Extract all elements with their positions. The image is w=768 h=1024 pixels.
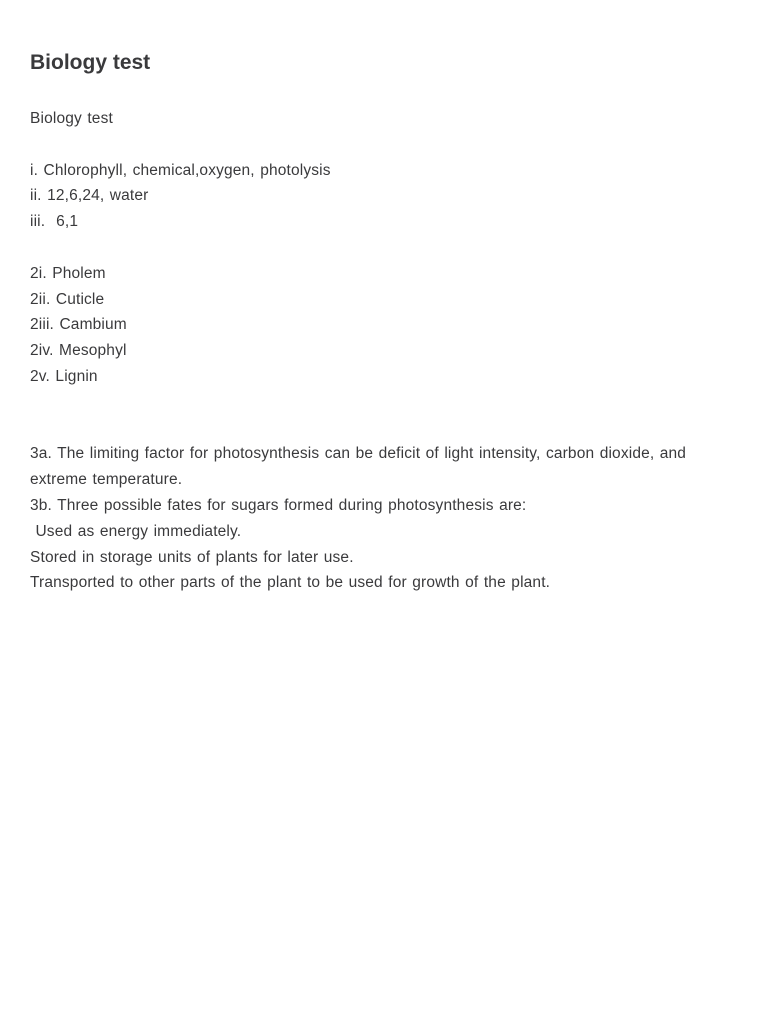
answer-1i: i. Chlorophyll, chemical,oxygen, photolysis — [30, 161, 331, 179]
blank-line — [30, 390, 730, 416]
answer-3b-fate-2: Stored in storage units of plants for later use. — [30, 548, 354, 566]
answer-2iii: 2iii. Cambium — [30, 316, 127, 334]
answer-2v: 2v. Lignin — [30, 367, 98, 385]
answer-2iv: 2iv. Mesophyl — [30, 342, 127, 360]
blank-line — [30, 132, 730, 158]
answer-3b-fate-3: Transported to other parts of the plant to be used for growth of the plant. — [30, 574, 551, 592]
document-body — [30, 106, 730, 596]
body-heading: Biology test — [30, 110, 113, 127]
answer-3b: 3b. Three possible fates for sugars formed during photosynthesis are: — [30, 496, 527, 514]
answer-1iii: iii. 6,1 — [30, 213, 79, 231]
answer-3b-fate-1: Used as energy immediately. — [30, 522, 242, 540]
document-title: Biology test — [30, 51, 151, 74]
answer-1ii: ii. 12,6,24, water — [30, 187, 149, 205]
answer-3a: 3a. The limiting factor for photosynthesis can be deficit of light intensity, carbon dioxide, and extreme temperature. — [30, 445, 692, 489]
blank-line — [30, 235, 730, 261]
answer-2ii: 2ii. Cuticle — [30, 290, 105, 308]
answer-2i: 2i. Pholem — [30, 264, 106, 282]
blank-line — [30, 416, 730, 442]
